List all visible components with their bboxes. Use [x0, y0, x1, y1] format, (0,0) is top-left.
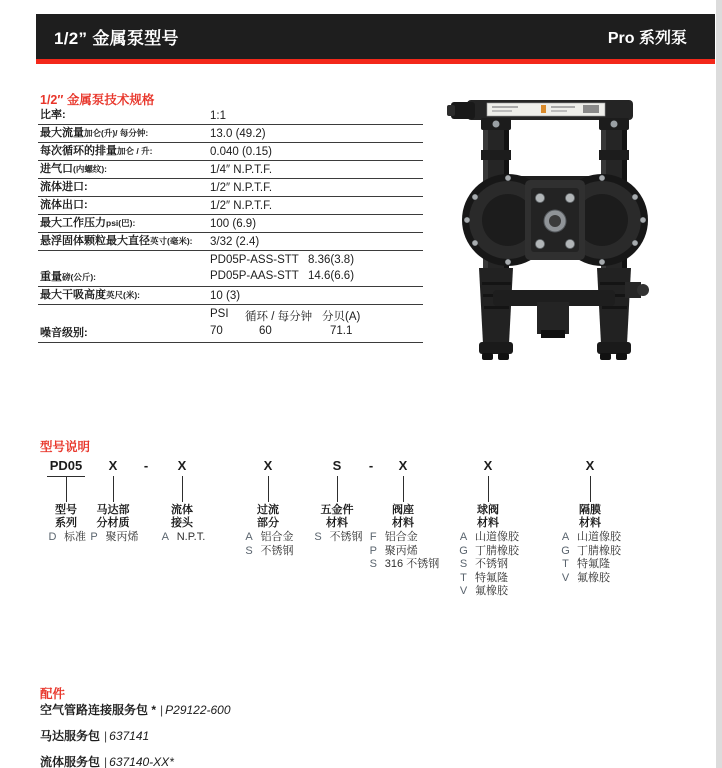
option-key: D — [48, 531, 57, 543]
model-header: 型号 系列 — [55, 504, 77, 529]
option-value: 氟橡胶 — [577, 571, 610, 584]
spec-label: 每次循环的排量加仑 / 升: — [40, 145, 153, 157]
option-key: F — [369, 531, 377, 543]
option-key: S — [245, 544, 253, 557]
page-edge-strip — [716, 0, 722, 768]
accessory-item — [40, 753, 231, 767]
option-row — [457, 585, 519, 599]
option-row — [457, 572, 519, 586]
accessory-item — [40, 727, 231, 741]
option-value: N.P.T. — [176, 531, 206, 543]
model-header: 流体 接头 — [171, 504, 193, 529]
option-key: S — [459, 558, 468, 570]
spec-value: 1/2″ N.P.T.F. — [210, 200, 273, 212]
option-value: 铝合金 — [260, 531, 294, 543]
connector-line — [403, 476, 404, 502]
spec-row — [38, 143, 423, 161]
option-value: 丁腈橡胶 — [577, 544, 621, 557]
spec-label: 悬浮固体颗粒最大直径英寸(毫米): — [40, 235, 193, 247]
model-dash: - — [368, 458, 374, 473]
option-value: 聚丙烯 — [384, 544, 418, 557]
model-header: 球阀 材料 — [477, 504, 499, 529]
spec-row — [38, 215, 423, 233]
spec-label: 比率: — [40, 109, 66, 121]
option-key: V — [561, 571, 570, 584]
spec-label: 最大干吸高度英尺(米): — [40, 289, 140, 301]
spec-label: 噪音级别: — [40, 327, 88, 339]
option-value: 不锈钢 — [475, 558, 508, 570]
model-header: 五金件 材料 — [320, 504, 354, 529]
spec-row — [38, 125, 423, 143]
option-row — [243, 545, 294, 559]
accessories-list — [40, 701, 231, 768]
spec-value: 3/32 (2.4) — [210, 236, 260, 248]
accessory-item — [40, 701, 231, 715]
accessory-part-number: 637141 — [109, 729, 150, 743]
option-row — [159, 531, 206, 545]
accessory-part-number: 637140-XX* — [109, 755, 174, 768]
option-value: 铝合金 — [384, 531, 418, 543]
spec-section-title: 1/2″ 金属泵技术规格 — [40, 93, 155, 107]
option-key: A — [161, 531, 169, 543]
option-value: 氟橡胶 — [475, 585, 508, 597]
option-key: A — [459, 531, 468, 543]
option-value: 丁腈橡胶 — [475, 544, 519, 557]
spec-row — [38, 287, 423, 305]
spec-label: 重量磅(公斤): — [40, 271, 96, 283]
spec-row-noise — [38, 305, 423, 343]
spec-label: 最大流量加仑(升)/ 每分钟: — [40, 127, 149, 139]
header-bar — [36, 14, 715, 64]
spec-row — [38, 233, 423, 251]
model-code: PD05 — [49, 458, 83, 473]
accessory-label: 马达服务包 — [40, 729, 101, 743]
option-value: 不锈钢 — [260, 544, 294, 557]
option-value: 特氟隆 — [475, 571, 508, 584]
spec-row — [38, 109, 423, 125]
accessory-part-number: P29122-600 — [165, 703, 231, 717]
connector-line — [113, 476, 114, 502]
option-key: P — [90, 531, 98, 543]
option-row — [457, 545, 519, 559]
spec-value: 0.040 (0.15) — [210, 146, 273, 158]
option-key: V — [459, 585, 468, 597]
option-row — [559, 572, 621, 586]
spec-label: 最大工作压力psi(巴): — [40, 217, 136, 229]
spec-value: 100 (6.9) — [210, 218, 257, 230]
spec-value: 10 (3) — [210, 290, 241, 302]
model-diagram — [0, 455, 722, 645]
series-label: Pro 系列泵 — [607, 30, 687, 47]
spec-value: PD05P-ASS-STT 8.36(3.8) PD05P-AAS-STT 14.6(6.6) — [210, 254, 355, 282]
spec-label: 进气口(内螺纹): — [40, 163, 107, 175]
option-value: 山道像胶 — [577, 531, 621, 543]
spec-value: 1/2″ N.P.T.F. — [210, 182, 273, 194]
model-code: X — [108, 458, 118, 473]
connector-line — [182, 476, 183, 502]
option-key: S — [314, 531, 322, 543]
option-value: 标准 — [64, 531, 86, 543]
option-key: G — [561, 544, 570, 557]
model-dash: - — [143, 458, 149, 473]
option-value: 聚丙烯 — [105, 531, 139, 543]
model-code: X — [585, 458, 595, 473]
model-code: X — [483, 458, 493, 473]
model-header: 阀座 材料 — [392, 504, 414, 529]
option-row — [559, 558, 621, 572]
spec-row — [38, 179, 423, 197]
separator: | — [160, 703, 164, 717]
option-row — [559, 531, 621, 545]
option-key: T — [562, 558, 569, 570]
option-value: 山道像胶 — [475, 531, 519, 543]
spec-label: 流体出口: — [40, 199, 88, 211]
connector-line — [337, 476, 338, 502]
accessory-label: 流体服务包 — [40, 755, 101, 768]
accessories-title: 配件 — [40, 687, 66, 701]
option-row — [457, 558, 519, 572]
option-key: P — [369, 544, 377, 557]
model-header: 马达部 分材质 — [96, 504, 130, 529]
option-value: 特氟隆 — [577, 558, 610, 570]
model-header: 隔膜 材料 — [579, 504, 601, 529]
spec-value: 1/4″ N.P.T.F. — [210, 164, 273, 176]
model-header: 过流 部分 — [257, 504, 279, 529]
connector-line — [590, 476, 591, 502]
separator: | — [104, 755, 108, 768]
spec-row-weight — [38, 251, 423, 287]
pump-photo — [445, 92, 713, 370]
separator: | — [104, 729, 108, 743]
option-key: A — [245, 531, 253, 543]
model-code: X — [177, 458, 187, 473]
spec-table — [38, 109, 423, 343]
model-options — [525, 531, 655, 585]
spec-value: 13.0 (49.2) — [210, 128, 266, 140]
model-code: X — [263, 458, 273, 473]
option-key: A — [561, 531, 570, 543]
accessory-label: 空气管路连接服务包 * — [40, 703, 157, 717]
option-value: 不锈钢 — [329, 531, 363, 543]
option-row — [559, 545, 621, 559]
connector-line — [488, 476, 489, 502]
option-key: T — [460, 571, 467, 584]
spec-row — [38, 161, 423, 179]
option-key: G — [459, 544, 468, 557]
spec-label: 流体进口: — [40, 181, 88, 193]
noise-table: PSI 循环 / 每分钟 分贝(A) 70 60 71.1 — [210, 308, 361, 337]
connector-line — [66, 476, 67, 502]
page-title: 1/2” 金属泵型号 — [54, 29, 179, 48]
option-row — [457, 531, 519, 545]
model-code: X — [398, 458, 408, 473]
spec-row — [38, 197, 423, 215]
option-value: 316 不锈钢 — [384, 558, 440, 570]
model-code: S — [332, 458, 342, 473]
connector-line — [268, 476, 269, 502]
spec-value: 1:1 — [210, 110, 226, 122]
option-key: S — [369, 558, 377, 570]
model-section-title: 型号说明 — [40, 440, 91, 454]
